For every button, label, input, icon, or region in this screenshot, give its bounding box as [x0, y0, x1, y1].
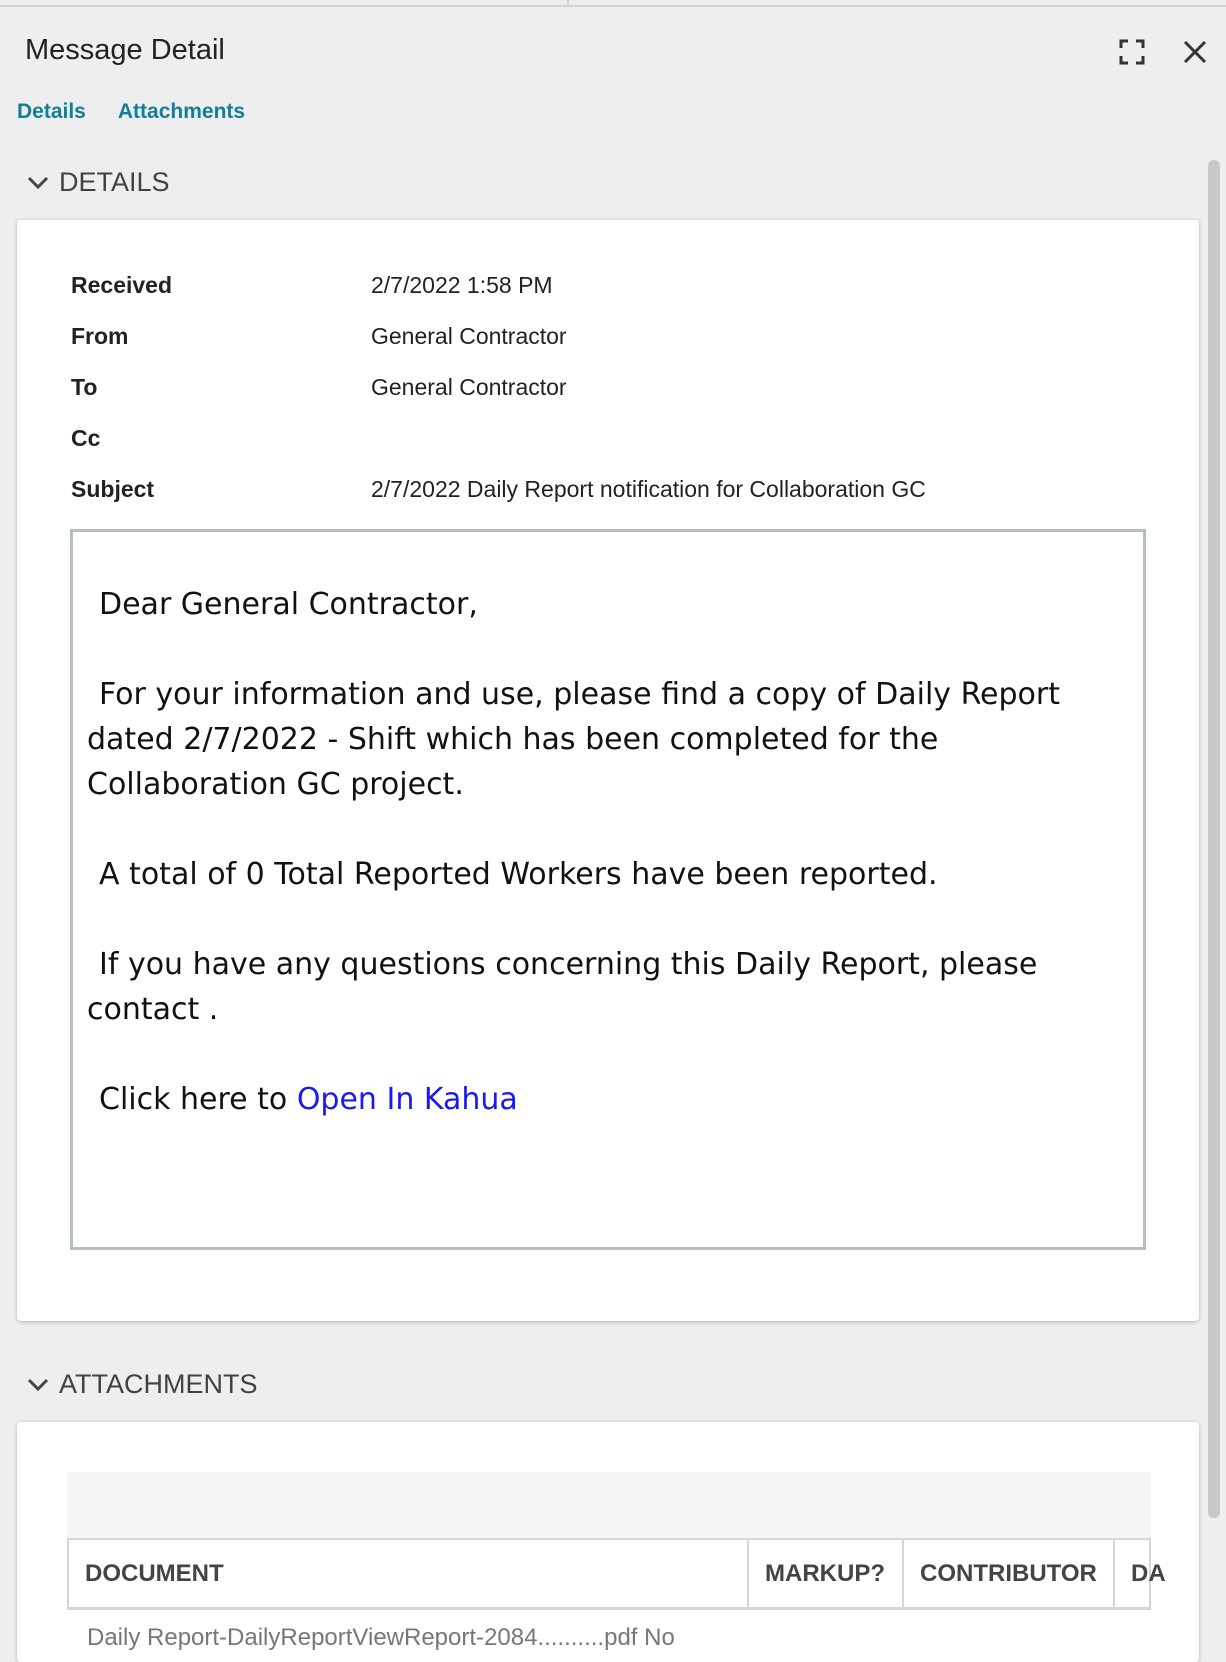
email-greeting: Dear General Contractor, [99, 587, 478, 622]
details-section-header[interactable] [27, 167, 170, 198]
to-label: To [71, 374, 98, 400]
email-body [70, 529, 1146, 1250]
column-header-markup[interactable]: MARKUP? [749, 1540, 904, 1607]
column-header-contributor[interactable]: CONTRIBUTOR [904, 1540, 1115, 1607]
subject-row [71, 476, 926, 503]
to-row [71, 374, 567, 401]
subject-value: 2/7/2022 Daily Report notification for Collaboration GC [371, 476, 926, 502]
email-paragraph-3 [87, 942, 1129, 1032]
expand-button[interactable] [1112, 32, 1152, 72]
attachments-section-title: ATTACHMENTS [59, 1369, 258, 1399]
column-header-date[interactable]: DA [1131, 1559, 1166, 1587]
email-paragraph-1-line-2: dated 2/7/2022 - Shift which has been completed for the [87, 722, 939, 757]
column-header-document[interactable]: DOCUMENT [69, 1540, 749, 1607]
open-in-kahua-link[interactable]: Open In Kahua [296, 1082, 518, 1117]
details-section-title: DETAILS [59, 167, 170, 197]
table-row[interactable]: Daily Report-DailyReportViewReport-2084..........pdf No [87, 1624, 675, 1651]
email-paragraph-1-line-3: Collaboration GC project. [87, 767, 464, 802]
attachments-card [17, 1422, 1199, 1662]
email-cta-prefix: Click here to [99, 1082, 297, 1117]
chevron-down-icon [27, 176, 49, 190]
cc-label: Cc [71, 425, 101, 451]
attachments-section-header[interactable] [27, 1369, 258, 1400]
expand-icon [1119, 39, 1145, 65]
top-divider [0, 0, 1226, 7]
email-paragraph-2: A total of 0 Total Reported Workers have been reported. [99, 857, 938, 892]
received-value: 2/7/2022 1:58 PM [371, 272, 553, 298]
received-row [71, 272, 553, 299]
close-icon [1182, 39, 1208, 65]
received-label: Received [71, 272, 173, 298]
attachments-table-header [67, 1538, 1166, 1610]
tab-bar [17, 100, 245, 124]
chevron-down-icon [27, 1378, 49, 1392]
email-paragraph-3-line-2: contact . [87, 992, 219, 1027]
subject-label: Subject [71, 476, 155, 502]
email-paragraph-1 [87, 672, 1129, 807]
email-paragraph-3-line-1: If you have any questions concerning this Daily Report, please [99, 947, 1038, 982]
email-paragraph-1-line-1: For your information and use, please find a copy of Daily Report [99, 677, 1061, 712]
table-toolbar [67, 1472, 1151, 1538]
panel-title: Message Detail [25, 34, 225, 66]
details-card [17, 220, 1199, 1321]
tab-attachments[interactable]: Attachments [117, 100, 246, 123]
from-value: General Contractor [371, 323, 567, 349]
email-cta [87, 1077, 1129, 1122]
scrollbar[interactable] [1208, 160, 1220, 1518]
from-row [71, 323, 567, 350]
cc-row [71, 425, 371, 452]
from-label: From [71, 323, 129, 349]
to-value: General Contractor [371, 374, 567, 400]
close-button[interactable] [1175, 32, 1215, 72]
tab-details[interactable]: Details [17, 100, 86, 123]
